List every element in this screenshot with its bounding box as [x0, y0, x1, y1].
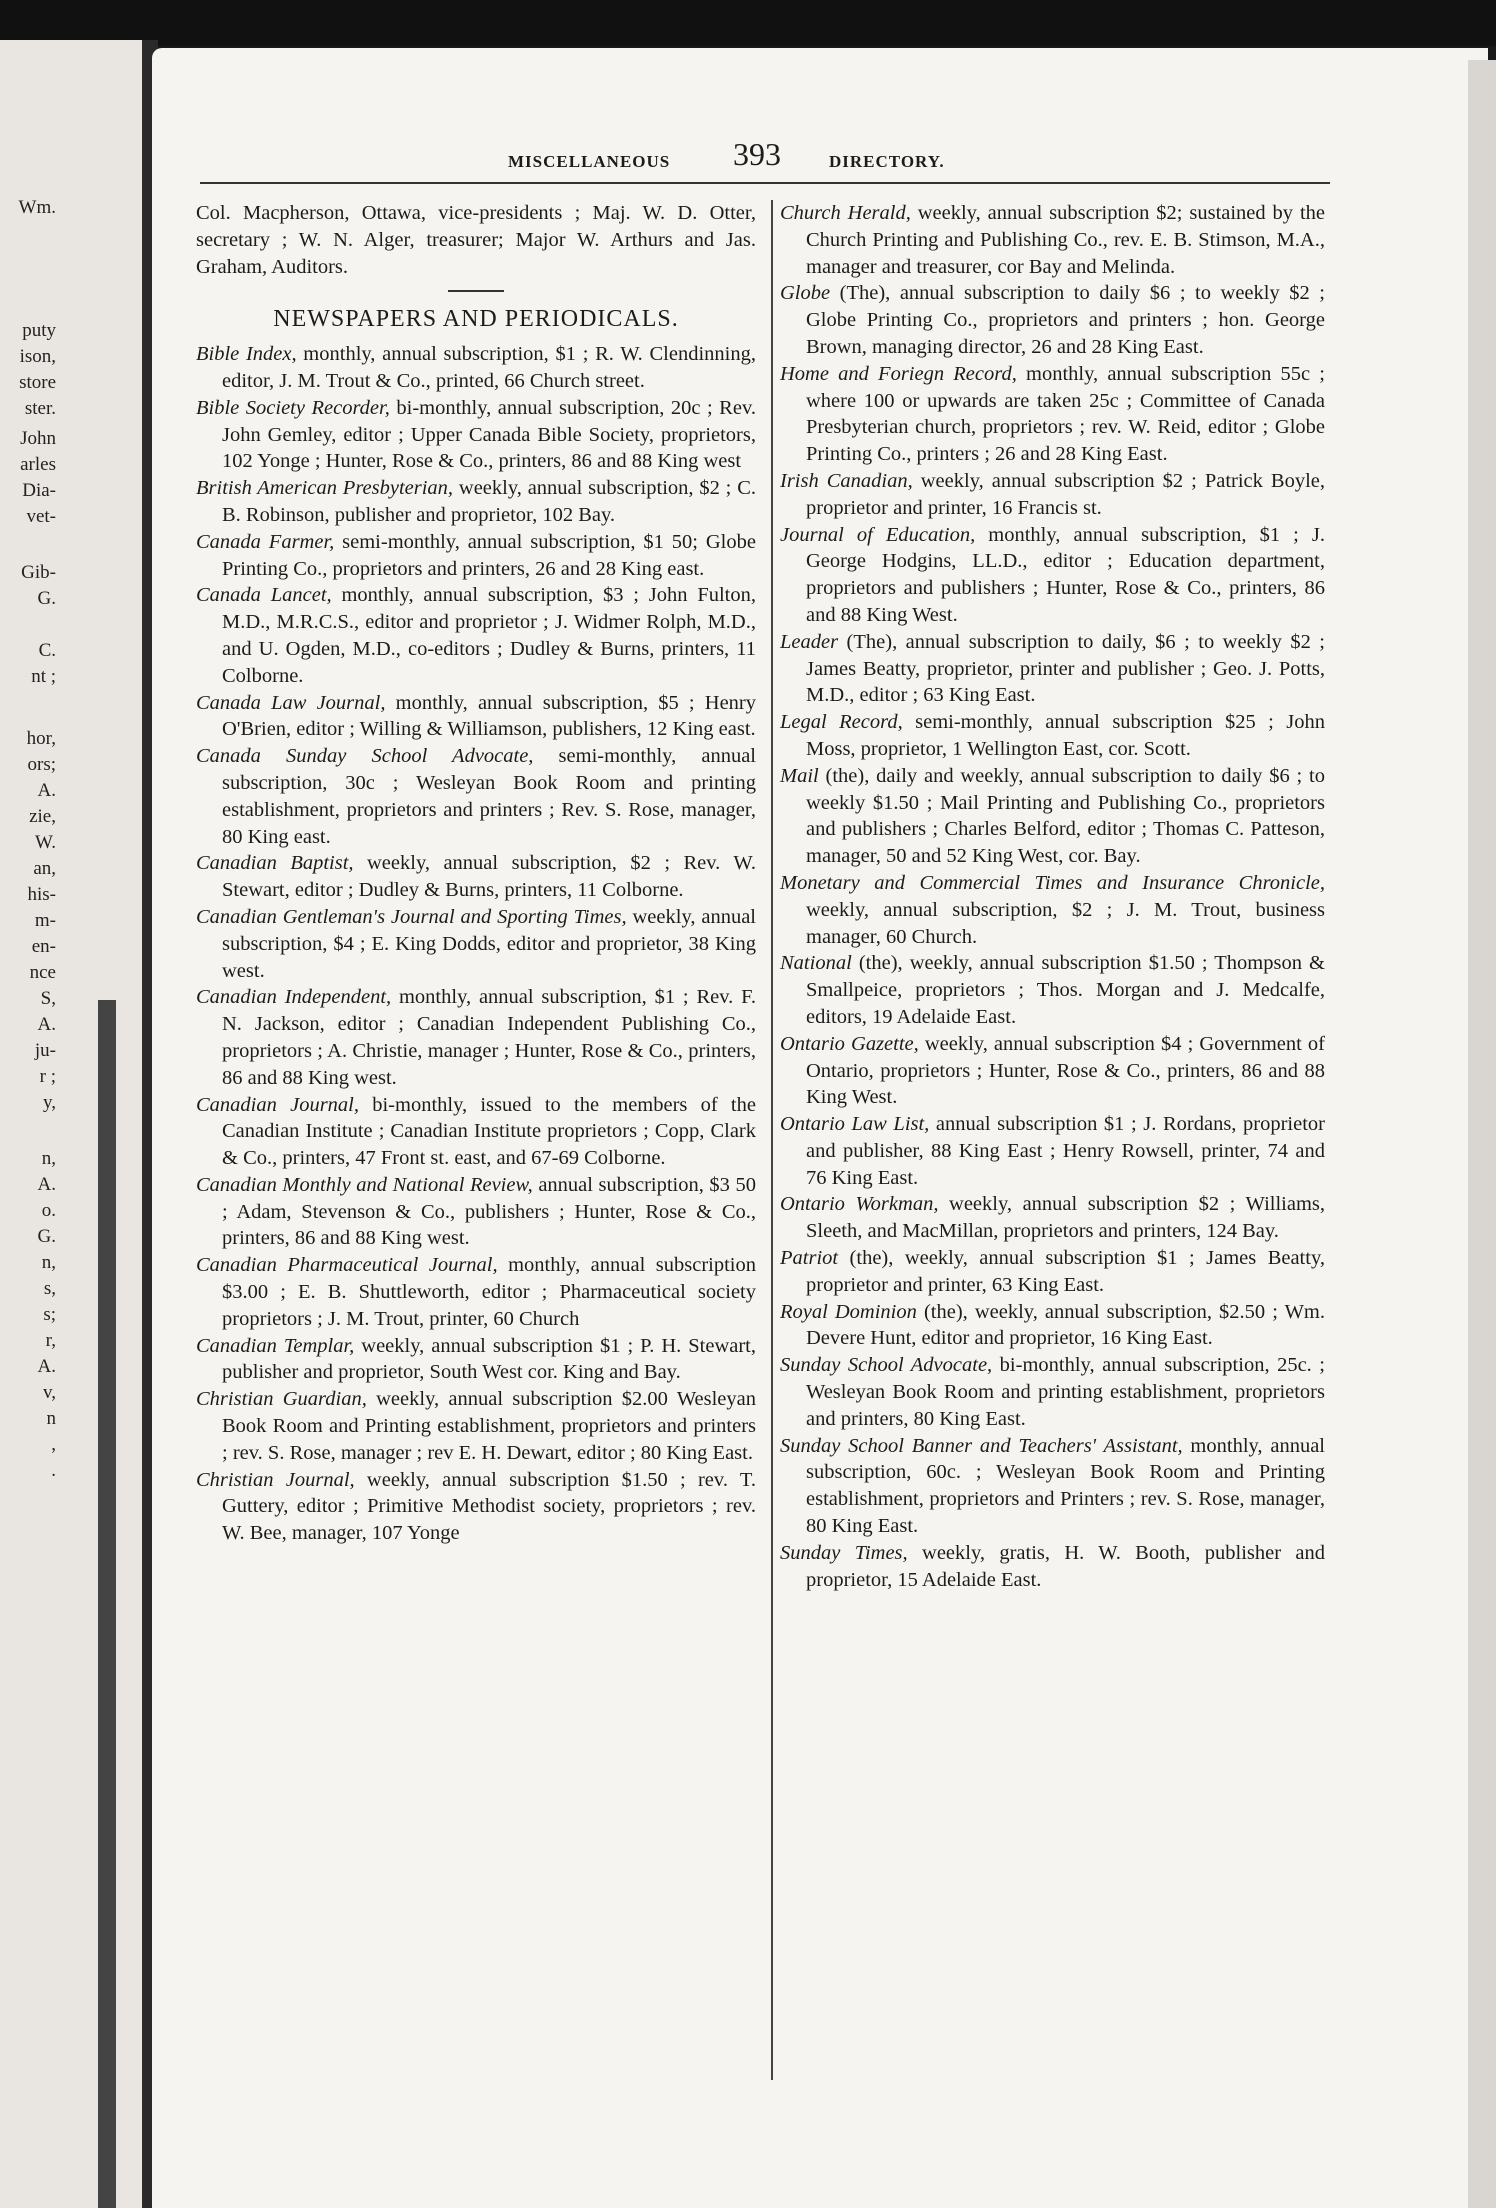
adjacent-page-fragment: n [46, 1408, 56, 1429]
adjacent-page-fragment: . [51, 1460, 56, 1481]
directory-entry [196, 690, 756, 744]
adjacent-page-fragment: vet- [26, 506, 56, 527]
publication-name: British American Presbyterian, [196, 477, 454, 500]
publication-name: Church Herald, [780, 202, 911, 224]
adjacent-page-fragment: ison, [19, 346, 56, 367]
adjacent-page-fragment: en- [31, 936, 56, 957]
directory-entry [196, 1252, 756, 1332]
header-right-text: DIRECTORY. [829, 152, 945, 171]
entry-details: semi-monthly, annual subscription, $1 50; Globe Printing Co., proprietors and printers, 26 and 28 King east. [222, 530, 756, 580]
directory-entry [780, 1540, 1325, 1594]
page-number: 393 [733, 136, 781, 172]
directory-entry [196, 1467, 756, 1547]
scan-top-border [0, 0, 1496, 46]
adjacent-page-fragment: y, [42, 1092, 56, 1113]
adjacent-page-fragment: A. [37, 1356, 56, 1377]
entry-details: (the), weekly, annual subscription $1 ; James Beatty, proprietor and printer, 63 King East. [806, 1247, 1325, 1296]
publication-name: Canadian Pharmaceutical Journal, [196, 1254, 498, 1277]
directory-entry [196, 582, 756, 689]
adjacent-page-fragment: ju- [34, 1040, 56, 1061]
entry-details: monthly, annual subscription 55c ; where 100 or upwards are taken 25c ; Committee of Canada Presbyterian church, proprietors ; rev. W. Reid, editor ; Globe Printing Co., printers ; 26 and 28 King East. [806, 362, 1325, 466]
entry-details: weekly, annual subscription $4 ; Government of Ontario, proprietors ; Hunter, Rose & Co., printers, 86 and 88 King West. [806, 1032, 1325, 1109]
directory-entry [196, 1092, 756, 1172]
publication-name: Canadian Independent, [196, 986, 392, 1009]
adjacent-page-fragment: A. [37, 780, 56, 801]
adjacent-page-fragment: hor, [26, 728, 56, 749]
publication-name: Canadian Journal, [196, 1093, 359, 1116]
page-edge-right [1468, 60, 1496, 2208]
adjacent-page-fragment: A. [37, 1014, 56, 1035]
publication-name: Royal Dominion [780, 1300, 917, 1323]
publication-name: Leader [780, 630, 839, 653]
adjacent-page-fragment: r ; [39, 1066, 56, 1087]
adjacent-page-fragment: store [19, 372, 56, 393]
directory-entry [196, 341, 756, 395]
adjacent-page-fragment: S, [40, 988, 56, 1009]
adjacent-page-fragment: n, [41, 1148, 56, 1169]
header-left-text: MISCELLANEOUS [508, 152, 671, 171]
entry-details: monthly, annual subscription, $1 ; Rev. F. N. Jackson, editor ; Canadian Independent Publishing Co., proprietors ; A. Christie, manager ; Hunter, Rose & Co., printers, 86 and 88 King west. [222, 986, 756, 1089]
header-rule [200, 182, 1330, 184]
publication-name: Christian Journal, [196, 1468, 355, 1491]
directory-entry [780, 1299, 1325, 1353]
adjacent-page-fragment: o. [41, 1200, 56, 1221]
directory-entry [196, 475, 756, 529]
adjacent-page-fragment: v, [42, 1382, 56, 1403]
running-header [400, 134, 1200, 178]
publication-name: Ontario Law List, [780, 1113, 930, 1136]
entry-details: (The), annual subscription to daily $6 ; to weekly $2 ; Globe Printing Co., proprietors and printers ; hon. George Brown, managing director, 26 and 28 King East. [806, 282, 1325, 358]
publication-name: Journal of Education, [780, 523, 976, 546]
adjacent-page-fragment: ors; [27, 754, 56, 775]
publication-name: Canadian Templar, [196, 1334, 355, 1357]
publication-name: Patriot [780, 1247, 839, 1270]
section-title: NEWSPAPERS AND PERIODICALS. [273, 306, 679, 333]
entry-details: weekly, annual subscription $2; sustained by the Church Printing and Publishing Co., rev. E. B. Stimson, M.A., manager and treasurer, cor Bay and Melinda. [806, 202, 1325, 278]
directory-entry [780, 1111, 1325, 1191]
directory-entry [780, 200, 1325, 280]
directory-entry [780, 1245, 1325, 1299]
adjacent-page-fragment: Dia- [22, 480, 56, 501]
entry-details: weekly, annual subscription, $2 ; J. M. Trout, business manager, 60 Church. [806, 898, 1325, 948]
binding-shadow [98, 1000, 116, 2208]
entry-details: annual subscription, $3 50 ; Adam, Stevenson & Co., publishers ; Hunter, Rose & Co., printers, 86 and 88 King west. [222, 1173, 756, 1250]
directory-entry [780, 1352, 1325, 1432]
entry-details: monthly, annual subscription, $1 ; R. W. Clendinning, editor, J. M. Trout & Co., printed, 66 Church street. [222, 343, 756, 392]
publication-name: Canadian Baptist, [196, 852, 354, 875]
publication-name: Ontario Gazette, [780, 1032, 919, 1055]
entry-details: (the), weekly, annual subscription $1.50 ; Thompson & Smallpeice, proprietors ; Thos. Morgan and J. Medcalfe, editors, 19 Adelaide East. [806, 952, 1325, 1028]
right-entry-list [780, 200, 1325, 1593]
publication-name: Canadian Gentleman's Journal and Sporting Times, [196, 905, 627, 928]
adjacent-page-fragment: m- [34, 910, 56, 931]
entry-details: weekly, annual subscription, $2 ; Rev. W. Stewart, editor ; Dudley & Burns, printers, 11 Colborne. [222, 852, 756, 902]
adjacent-page-fragment: W. [35, 832, 56, 853]
entry-details: monthly, annual subscription, $3 ; John Fulton, M.D., M.R.C.S., editor and proprietor ; J. Widmer Rolph, M.D., and U. Ogden, M.D., co-editors ; Dudley & Burns, printers, 11 Colborne. [222, 584, 756, 687]
publication-name: Home and Foriegn Record, [780, 362, 1017, 385]
publication-name: National [780, 952, 852, 975]
directory-entry [196, 904, 756, 984]
entry-details: monthly, annual subscription, 60c. ; Wesleyan Book Room and Printing establishment, proprietors and Printers ; rev. S. Rose, manager, 80 King East. [806, 1434, 1325, 1538]
adjacent-page-fragment: A. [37, 1174, 56, 1195]
directory-entry [780, 361, 1325, 468]
adjacent-page-fragment: , [51, 1434, 56, 1455]
publication-name: Canada Sunday School Advocate, [196, 745, 534, 768]
publication-name: Canada Law Journal, [196, 691, 386, 714]
directory-entry [780, 1191, 1325, 1245]
left-entry-list [196, 341, 756, 1547]
adjacent-page-fragment: s; [43, 1304, 56, 1325]
entry-details: weekly, annual subscription $2 ; Williams, Sleeth, and MacMillan, proprietors and printers, 124 Bay. [806, 1193, 1326, 1243]
adjacent-page-fragment: an, [33, 858, 56, 879]
entry-details: weekly, annual subscription $2 ; Patrick Boyle, proprietor and printer, 16 Francis st. [806, 469, 1325, 519]
directory-entry [780, 870, 1325, 950]
publication-name: Sunday School Banner and Teachers' Assistant, [780, 1434, 1183, 1457]
directory-entry [780, 709, 1325, 763]
adjacent-page-fragment: ster. [24, 398, 56, 419]
directory-entry [196, 1386, 756, 1466]
directory-entry [780, 763, 1325, 870]
entry-details: semi-monthly, annual subscription, 30c ; Wesleyan Book Room and printing establishment, proprietors and printers ; Rev. S. Rose, manager, 80 King east. [222, 745, 756, 848]
publication-name: Ontario Workman, [780, 1193, 939, 1216]
entry-details: semi-monthly, annual subscription $25 ; John Moss, proprietor, 1 Wellington East, cor. Scott. [806, 711, 1325, 760]
entry-details: weekly, annual subscription, $4 ; E. King Dodds, editor and proprietor, 38 King west. [222, 905, 756, 982]
directory-entry [780, 280, 1325, 360]
entry-details: weekly, gratis, H. W. Booth, publisher and proprietor, 15 Adelaide East. [806, 1541, 1325, 1591]
publication-name: Legal Record, [780, 711, 903, 734]
entry-details: (the), weekly, annual subscription, $2.50 ; Wm. Devere Hunt, editor and proprietor, 16 King East. [806, 1300, 1325, 1350]
entry-details: weekly, annual subscription, $2 ; C. B. Robinson, publisher and proprietor, 102 Bay. [222, 477, 756, 526]
adjacent-page-fragment: his- [27, 884, 56, 905]
directory-entry [196, 984, 756, 1091]
right-column [780, 200, 1325, 1593]
directory-entry [196, 1333, 756, 1387]
adjacent-page-fragment: zie, [29, 806, 56, 827]
directory-entry [196, 529, 756, 583]
publication-name: Canadian Monthly and National Review, [196, 1173, 533, 1196]
adjacent-page-fragment: puty [22, 320, 56, 341]
entry-details: bi-monthly, annual subscription, 20c ; Rev. John Gemley, editor ; Upper Canada Bible Society, proprietors, 102 Yonge ; Hunter, Rose & Co., printers, 86 and 88 King west [222, 396, 756, 473]
directory-entry [196, 743, 756, 850]
intro-paragraph: Col. Macpherson, Ottawa, vice-presidents ; Maj. W. D. Otter, secretary ; W. N. Alger, treasurer; Major W. Arthurs and Jas. Graham, Auditors. [196, 202, 756, 278]
publication-name: Sunday Times, [780, 1541, 908, 1564]
left-column [196, 200, 756, 1547]
entry-details: weekly, annual subscription $1.50 ; rev. T. Guttery, editor ; Primitive Methodist society, proprietors ; rev. W. Bee, manager, 107 Yonge [222, 1468, 756, 1545]
section-separator [448, 290, 504, 292]
adjacent-page-fragment: G. [37, 1226, 56, 1247]
publication-name: Globe [780, 282, 831, 305]
directory-entry [780, 522, 1325, 629]
publication-name: Christian Guardian, [196, 1388, 367, 1411]
entry-details: weekly, annual subscription $2.00 Wesleyan Book Room and Printing establishment, proprietors and printers ; rev. S. Rose, manager ; rev E. H. Dewart, editor ; 80 King East. [222, 1388, 756, 1464]
directory-entry [196, 1172, 756, 1252]
publication-name: Mail [780, 764, 819, 787]
adjacent-page-fragment: C. [38, 640, 56, 661]
directory-entry [780, 1031, 1325, 1111]
publication-name: Canada Farmer, [196, 530, 335, 553]
entry-details: weekly, annual subscription $1 ; P. H. Stewart, publisher and proprietor, South West cor. King and Bay. [222, 1334, 756, 1384]
publication-name: Irish Canadian, [780, 469, 913, 492]
adjacent-page-fragment: arles [20, 454, 56, 475]
directory-entry [196, 395, 756, 475]
adjacent-page-fragment: nce [29, 962, 56, 983]
directory-entry [780, 950, 1325, 1030]
column-divider [771, 200, 773, 2080]
adjacent-page-fragment: n, [41, 1252, 56, 1273]
adjacent-page-fragment: nt ; [31, 666, 56, 687]
entry-details: bi-monthly, annual subscription, 25c. ; Wesleyan Book Room and printing establishment, proprietors and printers, 80 King East. [806, 1354, 1325, 1430]
entry-details: monthly, annual subscription, $1 ; J. George Hodgins, LL.D., editor ; Education department, proprietors and publishers ; Hunter, Rose & Co., printers, 86 and 88 King West. [806, 523, 1326, 626]
entry-details: monthly, annual subscription $3.00 ; E. B. Shuttleworth, editor ; Pharmaceutical society proprietors ; J. M. Trout, printer, 60 Church [222, 1254, 756, 1330]
entry-details: bi-monthly, issued to the members of the Canadian Institute ; Canadian Institute proprietors ; Copp, Clark & Co., printers, 47 Front st. east, and 67-69 Colborne. [222, 1093, 756, 1170]
adjacent-page-fragment: s, [43, 1278, 56, 1299]
publication-name: Bible Index, [196, 343, 297, 366]
directory-entry [780, 1433, 1325, 1540]
adjacent-page-fragment: John [20, 428, 56, 449]
adjacent-page-fragment: Gib- [21, 562, 56, 583]
directory-entry [196, 850, 756, 904]
entry-details: annual subscription $1 ; J. Rordans, proprietor and publisher, 88 King East ; Henry Rowsell, printer, 74 and 76 King East. [806, 1113, 1325, 1189]
adjacent-page-fragment: Wm. [18, 197, 56, 218]
adjacent-page-fragment: G. [37, 588, 56, 609]
publication-name: Sunday School Advocate, [780, 1354, 993, 1377]
publication-name: Monetary and Commercial Times and Insurance Chronicle, [780, 871, 1325, 894]
entry-details: (The), annual subscription to daily, $6 ; to weekly $2 ; James Beatty, proprietor, printer and publisher ; Geo. J. Potts, M.D., editor ; 63 King East. [806, 630, 1325, 707]
directory-entry [780, 629, 1325, 709]
publication-name: Canada Lancet, [196, 584, 332, 607]
adjacent-page-fragment: r, [45, 1330, 56, 1351]
entry-details: (the), daily and weekly, annual subscription to daily $6 ; to weekly $1.50 ; Mail Printing and Publishing Co., proprietors and publishers ; Charles Belford, editor ; Thomas C. Patteson, manager, 50 and 52 King West, cor. Bay. [806, 764, 1325, 868]
entry-details: monthly, annual subscription, $5 ; Henry O'Brien, editor ; Willing & Williamson, publishers, 12 King east. [222, 691, 756, 741]
publication-name: Bible Society Recorder, [196, 396, 390, 419]
directory-entry [780, 468, 1325, 522]
